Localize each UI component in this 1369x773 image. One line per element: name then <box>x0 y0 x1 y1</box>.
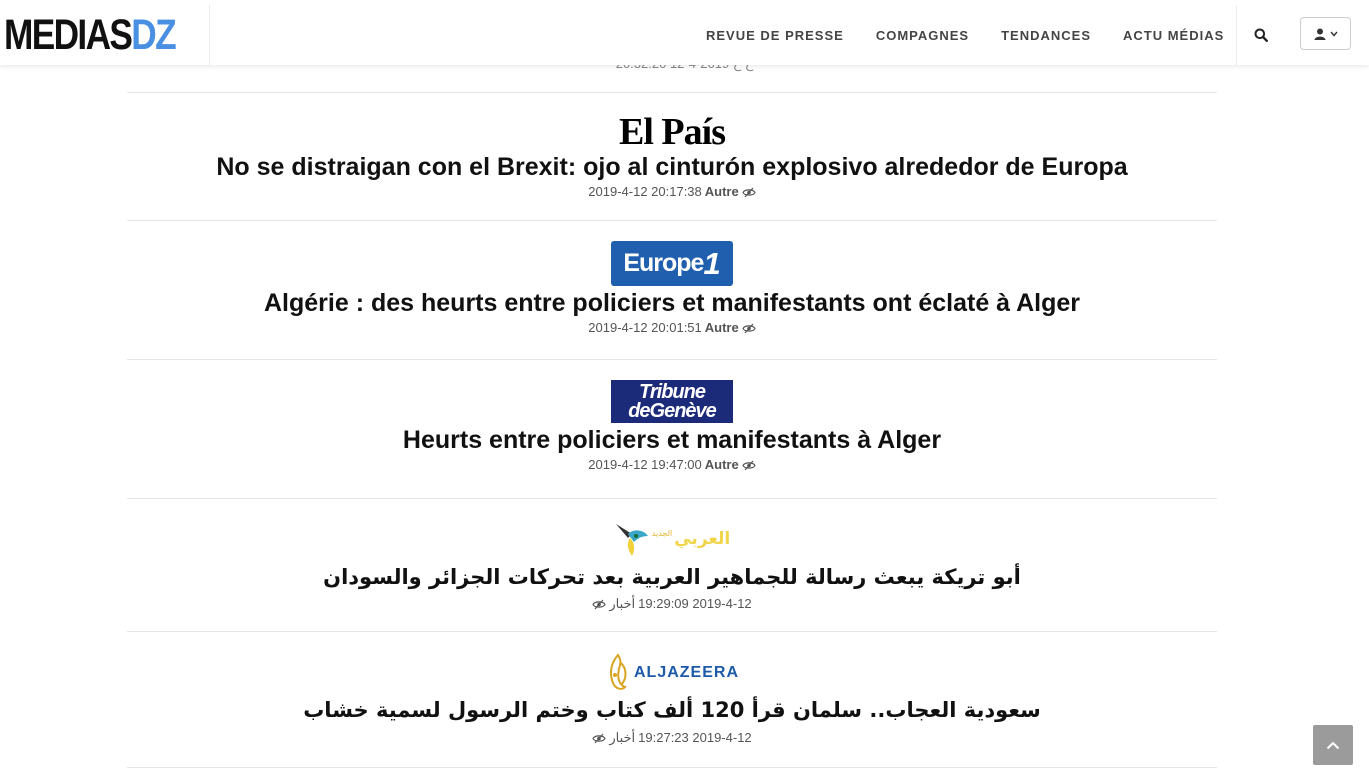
source-logo-europe1[interactable] <box>127 221 1217 286</box>
article-category[interactable]: Autre <box>704 457 739 472</box>
nav-compagnes[interactable]: COMPAGNES <box>875 27 970 43</box>
article-item <box>127 92 1217 220</box>
europe1-logo-number: 1 <box>703 245 721 281</box>
article-meta <box>127 319 1217 337</box>
article-date: 2019-4-12 20:01:51 <box>588 320 702 335</box>
chevron-up-icon <box>1326 741 1340 750</box>
alaraby-logo-text <box>652 529 730 549</box>
site-logo <box>4 10 176 59</box>
user-icon <box>1314 28 1326 40</box>
aljadeed-logo-word: الجديد <box>651 529 673 538</box>
article-meta <box>127 729 1217 747</box>
article-title[interactable]: Heurts entre policiers et manifestants à Alger <box>402 426 942 454</box>
article-feed <box>127 92 1217 768</box>
article-category[interactable]: Autre <box>704 184 739 199</box>
article-meta <box>127 183 1217 201</box>
search-icon <box>1254 28 1268 42</box>
article-item <box>127 631 1217 768</box>
user-menu-button[interactable] <box>1300 17 1351 50</box>
nav-actu-medias[interactable]: ACTU MÉDIAS <box>1123 27 1225 43</box>
el-pais-logo-text: El País <box>619 111 725 153</box>
chevron-down-icon <box>1330 31 1338 37</box>
eye-slash-icon <box>742 323 756 334</box>
article-item <box>127 498 1217 631</box>
logo-text-medias: MEDIAS <box>4 10 132 59</box>
site-header <box>0 5 1369 65</box>
eye-slash-icon <box>592 733 606 744</box>
article-title[interactable]: No se distraigan con el Brexit: ojo al cinturón explosivo alrededor de Europa <box>216 153 1128 181</box>
source-logo-aljazeera[interactable] <box>127 632 1217 694</box>
article-item <box>127 220 1217 359</box>
europe1-logo-word: Europe <box>623 249 704 277</box>
tribune-logo-box <box>611 380 733 423</box>
article-date: 2019-4-12 19:47:00 <box>588 457 702 472</box>
alaraby-logo-word: العربي <box>674 529 731 549</box>
aljazeera-emblem-icon <box>605 653 631 693</box>
article-title[interactable]: أبو تريكة يبعث رسالة للجماهير العربية بعد تحركات الجزائر والسودان <box>323 565 1021 589</box>
logo-text-dz: DZ <box>131 10 176 59</box>
main-nav <box>690 5 1240 65</box>
article-category[interactable]: أخبار <box>609 730 636 745</box>
article-category[interactable]: أخبار <box>609 596 636 611</box>
article-title[interactable]: سعودية العجاب.. سلمان قرأ 120 ألف كتاب وختم الرسول لسمية خشاب <box>303 698 1041 722</box>
eye-slash-icon <box>742 187 756 198</box>
tribune-logo-line1: Tribune <box>639 380 705 403</box>
article-date: 2019-4-12 20:17:38 <box>588 184 702 199</box>
bird-logo-icon <box>614 520 650 558</box>
logo-link[interactable] <box>0 5 210 65</box>
tribune-logo-line2: deGenève <box>628 399 716 422</box>
eye-slash-icon <box>742 460 756 471</box>
search-button[interactable] <box>1236 5 1285 65</box>
article-date: 2019-4-12 19:29:09 <box>638 596 752 611</box>
article-title[interactable]: Algérie : des heurts entre policiers et manifestants ont éclaté à Alger <box>264 289 1080 317</box>
europe1-logo-box <box>611 241 733 286</box>
article-meta <box>127 595 1217 613</box>
article-item <box>127 359 1217 498</box>
source-logo-tribune-de-geneve[interactable] <box>127 360 1217 423</box>
source-logo-el-pais[interactable] <box>127 93 1217 151</box>
aljazeera-logo-text: ALJAZEERA <box>633 664 739 681</box>
article-category[interactable]: Autre <box>704 320 739 335</box>
nav-tendances[interactable]: TENDANCES <box>1001 27 1091 43</box>
article-date: 2019-4-12 19:27:23 <box>638 730 752 745</box>
source-logo-alaraby[interactable] <box>127 499 1217 559</box>
eye-slash-icon <box>592 599 606 610</box>
nav-revue-de-presse[interactable]: REVUE DE PRESSE <box>706 27 844 43</box>
article-meta <box>127 456 1217 474</box>
back-to-top-button[interactable] <box>1313 725 1353 765</box>
